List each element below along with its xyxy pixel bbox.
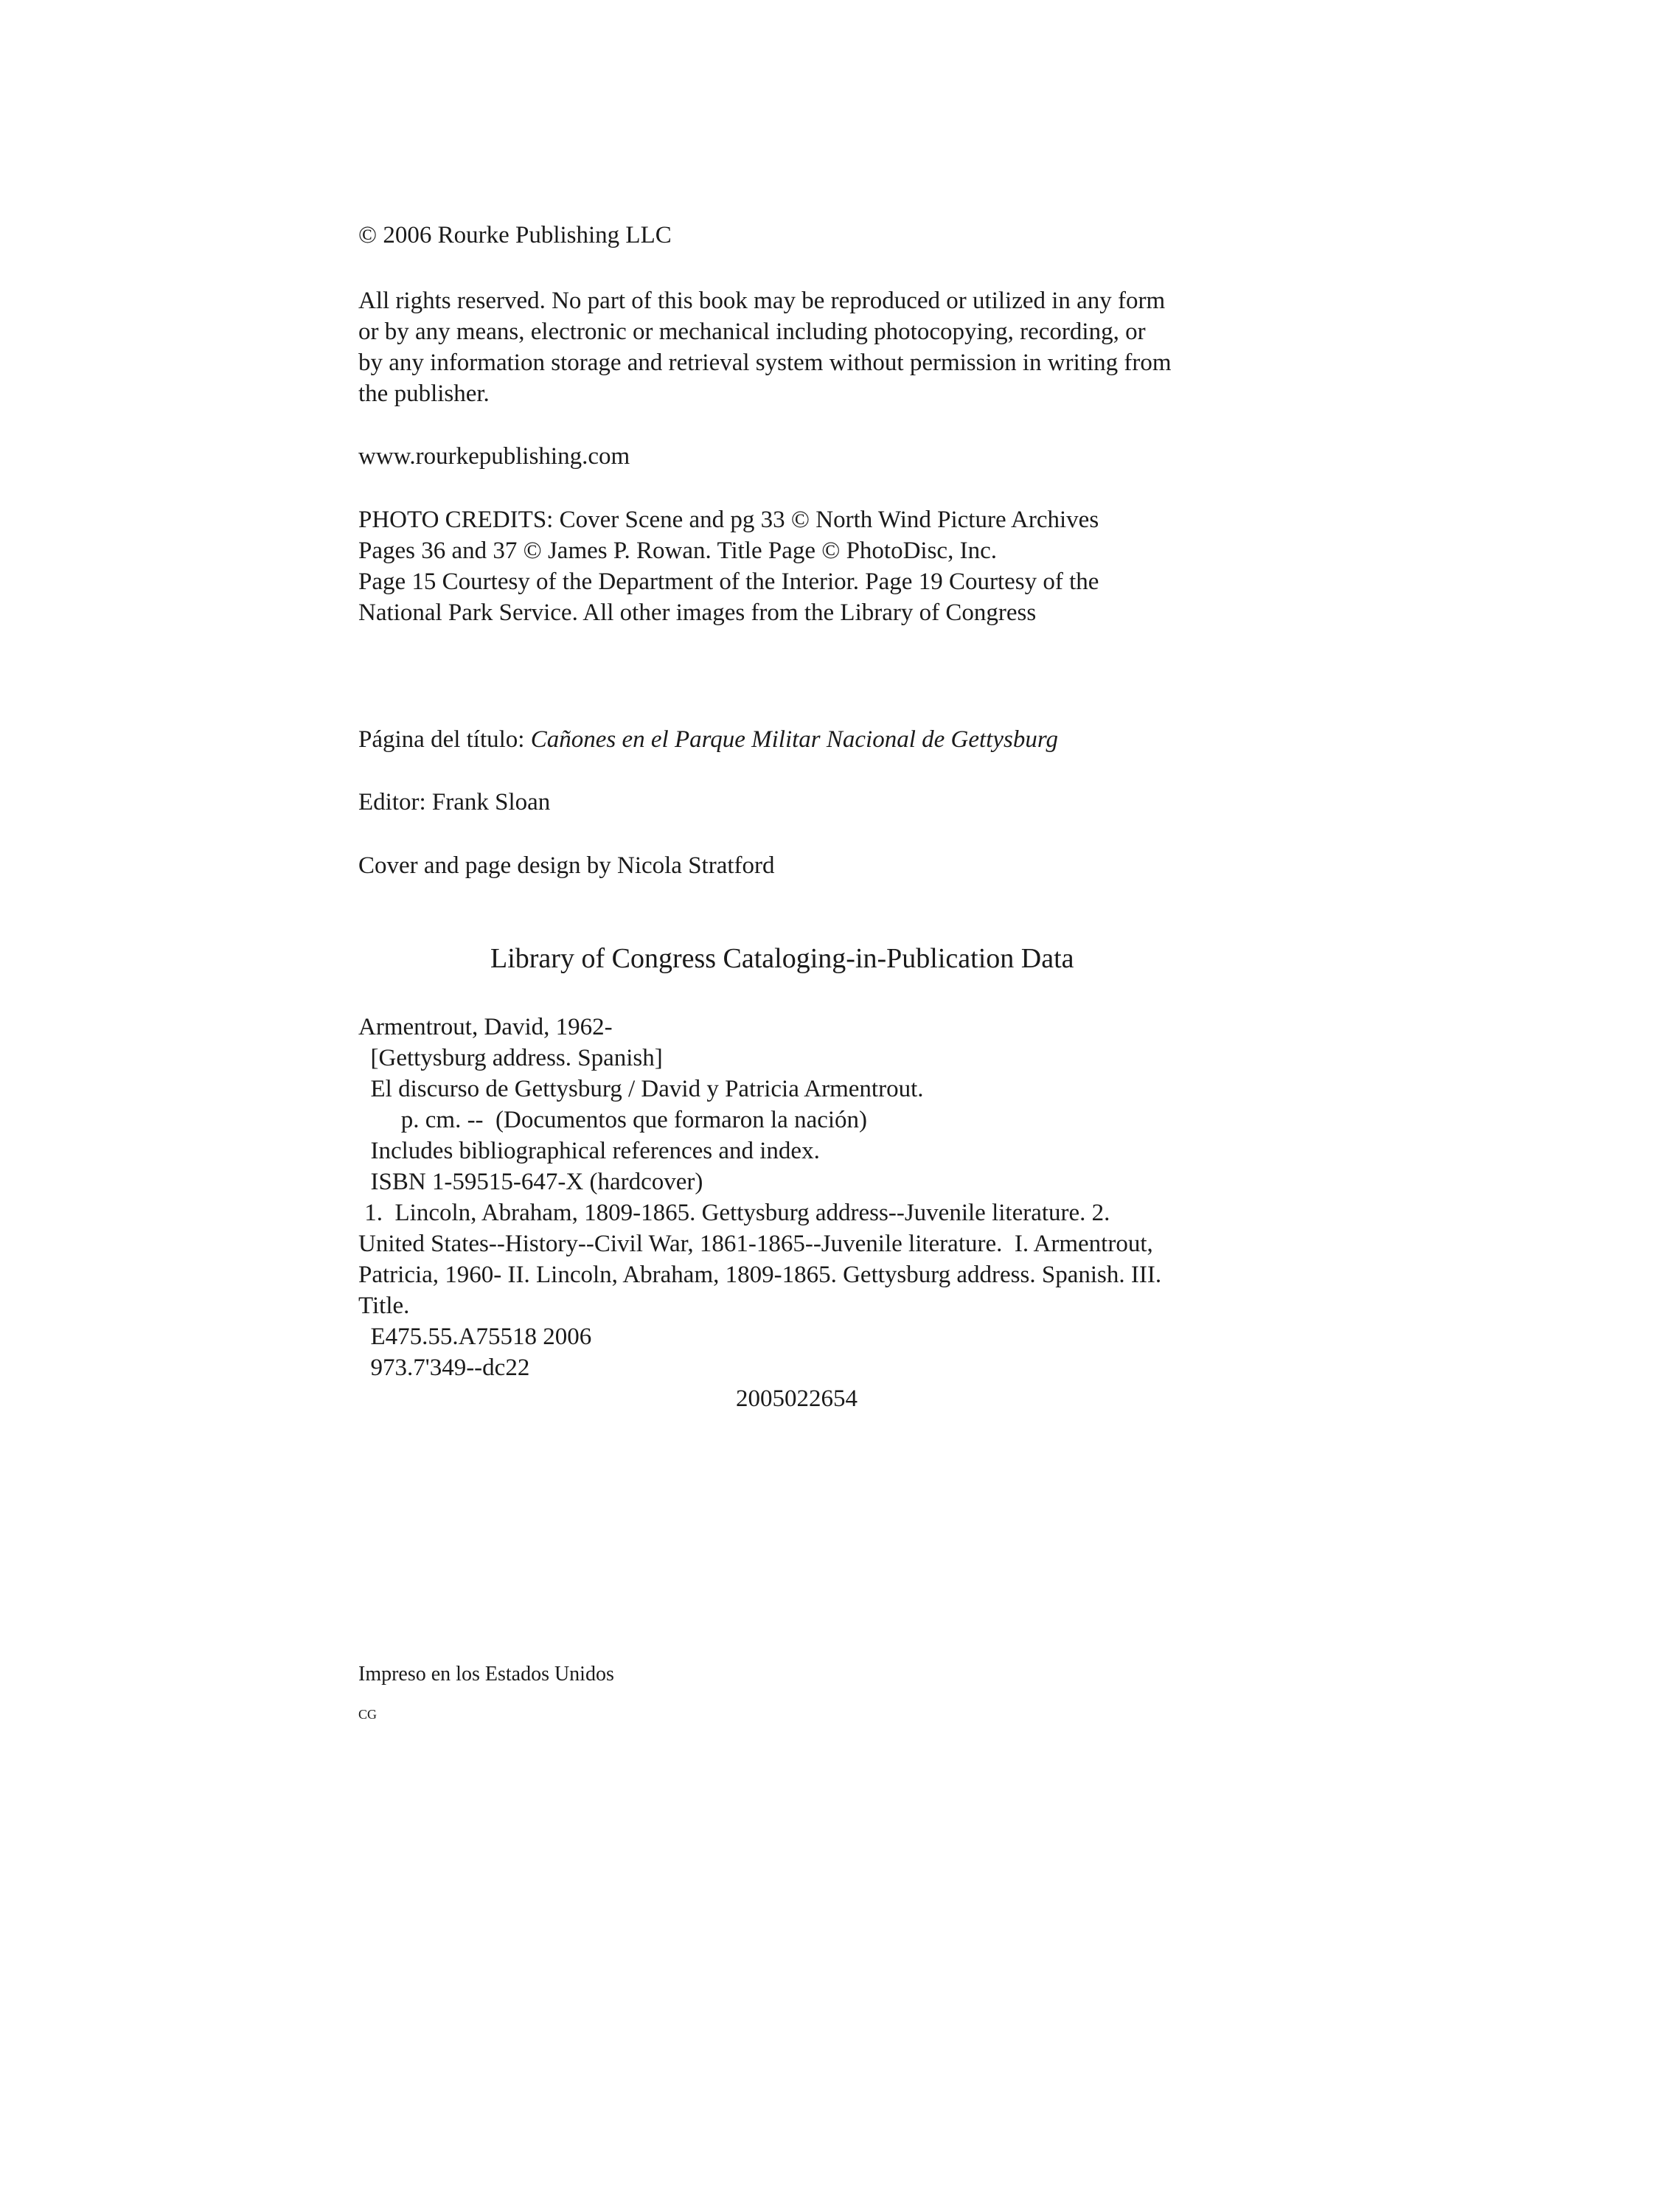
photo-credits-line-1: PHOTO CREDITS: Cover Scene and pg 33 © North Wind Picture Archives xyxy=(358,507,1099,533)
cip-line-6: ISBN 1-59515-647-X (hardcover) xyxy=(358,1169,703,1195)
title-page-label: Página del título: xyxy=(358,726,531,753)
printed-in-line: Impreso en los Estados Unidos xyxy=(358,1663,614,1686)
cip-line-3: El discurso de Gettysburg / David y Patricia Armentrout. xyxy=(358,1076,924,1102)
copyright-line: © 2006 Rourke Publishing LLC xyxy=(358,222,672,248)
photo-credits-line-2: Pages 36 and 37 © James P. Rowan. Title Page © PhotoDisc, Inc. xyxy=(358,538,997,564)
rights-line-1: All rights reserved. No part of this book may be reproduced or utilized in any form xyxy=(358,288,1166,314)
cip-line-4: p. cm. -- (Documentos que formaron la nación) xyxy=(358,1107,868,1133)
cip-line-9: Patricia, 1960- II. Lincoln, Abraham, 1809-1865. Gettysburg address. Spanish. III. xyxy=(358,1262,1162,1288)
lccn-number: 2005022654 xyxy=(736,1385,858,1412)
cip-line-7: 1. Lincoln, Abraham, 1809-1865. Gettysburg address--Juvenile literature. 2. xyxy=(358,1200,1110,1226)
editor-line: Editor: Frank Sloan xyxy=(358,789,551,815)
title-page-credit xyxy=(358,724,1058,755)
cip-heading: Library of Congress Cataloging-in-Publication Data xyxy=(490,943,1074,974)
photo-credits-line-4: National Park Service. All other images from the Library of Congress xyxy=(358,599,1037,626)
cip-line-10: Title. xyxy=(358,1293,410,1319)
rights-line-4: the publisher. xyxy=(358,380,490,407)
printer-code: CG xyxy=(358,1707,378,1722)
website: www.rourkepublishing.com xyxy=(358,443,630,470)
design-credit: Cover and page design by Nicola Stratford xyxy=(358,852,775,879)
cip-line-12: 973.7'349--dc22 xyxy=(358,1354,530,1381)
photo-credits-line-3: Page 15 Courtesy of the Department of the Interior. Page 19 Courtesy of the xyxy=(358,568,1099,595)
cip-line-8: United States--History--Civil War, 1861-1865--Juvenile literature. I. Armentrout, xyxy=(358,1231,1153,1257)
cip-line-1: Armentrout, David, 1962- xyxy=(358,1014,613,1040)
rights-line-3: by any information storage and retrieval system without permission in writing from xyxy=(358,349,1172,376)
cip-line-11: E475.55.A75518 2006 xyxy=(358,1324,592,1350)
rights-line-2: or by any means, electronic or mechanical including photocopying, recording, or xyxy=(358,319,1146,345)
cip-line-2: [Gettysburg address. Spanish] xyxy=(358,1045,663,1071)
title-page-caption: Cañones en el Parque Militar Nacional de Gettysburg xyxy=(530,726,1058,753)
cip-line-5: Includes bibliographical references and index. xyxy=(358,1138,820,1164)
